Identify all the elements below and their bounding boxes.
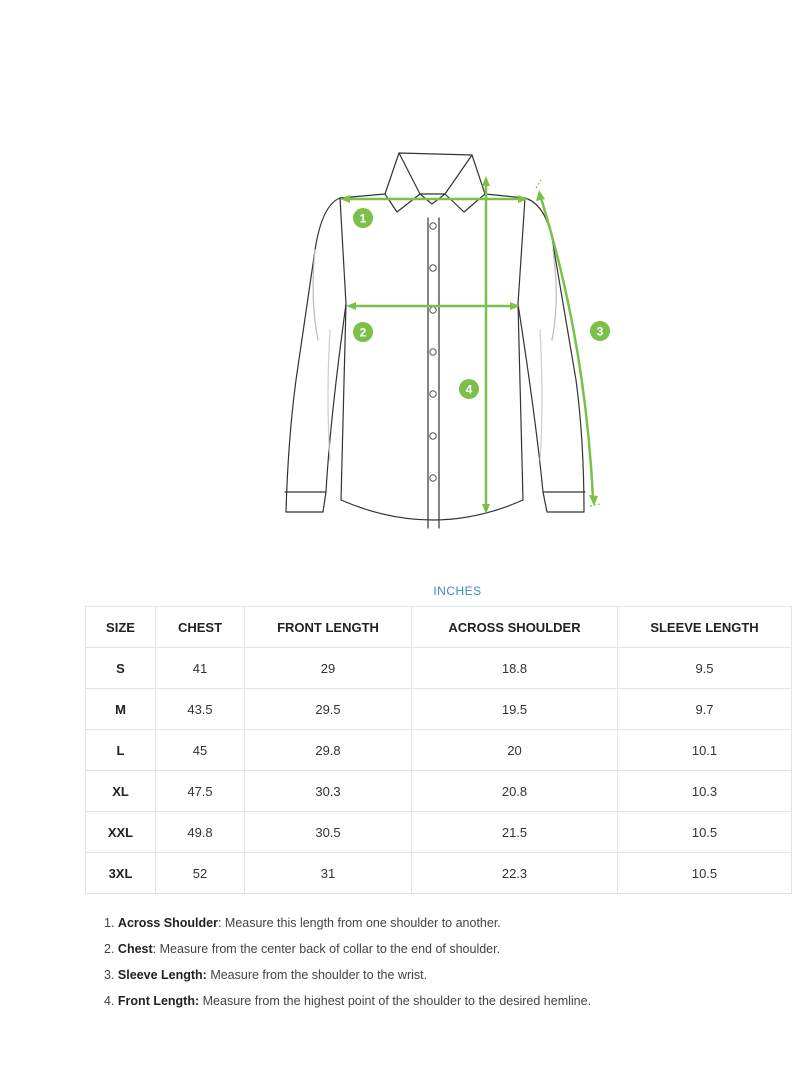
size-chart-table [85,606,792,894]
across-shoulder-cell: 20.8 [412,771,618,812]
marker-2 [353,322,373,342]
header-chest: CHEST [156,607,245,648]
note-text: Measure this length from one shoulder to another. [221,916,501,930]
marker-4 [459,379,479,399]
right-sleeve-fold [552,250,556,340]
table-row [86,730,792,771]
button-icon [430,433,436,439]
note-number: 4. [104,994,115,1008]
marker-2-label: 2 [359,325,367,340]
chest-cell: 45 [156,730,245,771]
across-shoulder-cell: 20 [412,730,618,771]
button-icon [430,307,436,313]
button-icon [430,349,436,355]
sleeve-length-cell: 9.5 [618,648,792,689]
button-icon [430,475,436,481]
button-icon [430,223,436,229]
chest-cell: 52 [156,853,245,894]
note-front-length [104,990,591,1016]
measure-line-sleeve-length [541,198,593,498]
header-across-shoulder: ACROSS SHOULDER [412,607,618,648]
front-length-cell: 31 [245,853,412,894]
table-row [86,771,792,812]
note-term: Across Shoulder [117,916,218,930]
chest-cell: 49.8 [156,812,245,853]
sleeve-length-cell: 10.3 [618,771,792,812]
left-sleeve-fold [313,250,318,340]
across-shoulder-cell: 21.5 [412,812,618,853]
note-text: Measure from the highest point of the shoulder to the desired hemline. [199,994,592,1008]
sleeve-length-cell: 10.1 [618,730,792,771]
table-row [86,689,792,730]
shirt-buttons [430,223,436,481]
front-length-cell: 29.5 [245,689,412,730]
table-header-row [86,607,792,648]
note-number: 1. [104,916,115,930]
note-term: Front Length: [117,994,200,1008]
button-icon [430,391,436,397]
shirt-body-outline [340,194,525,520]
marker-4-label: 4 [465,382,473,397]
chest-cell: 47.5 [156,771,245,812]
marker-3-label: 3 [596,324,604,339]
table-row [86,853,792,894]
note-chest [104,938,591,964]
marker-3 [590,321,610,341]
shirt-icon [285,153,585,528]
marker-1-label: 1 [359,211,367,226]
unit-label: INCHES [433,584,482,598]
chest-cell: 41 [156,648,245,689]
across-shoulder-cell: 18.8 [412,648,618,689]
header-size: SIZE [86,607,156,648]
note-separator: : [217,916,222,930]
note-term: Sleeve Length: [117,968,207,982]
size-cell: 3XL [86,853,156,894]
across-shoulder-cell: 19.5 [412,689,618,730]
sleeve-length-cell: 10.5 [618,812,792,853]
collar-inner [399,153,472,204]
note-sleeve-length [104,964,591,990]
note-number: 2. [104,942,115,956]
sleeve-length-cell: 10.5 [618,853,792,894]
front-length-cell: 30.3 [245,771,412,812]
size-cell: L [86,730,156,771]
table-row [86,812,792,853]
left-sleeve [286,198,346,512]
header-sleeve-length: SLEEVE LENGTH [618,607,792,648]
note-term: Chest [117,942,153,956]
size-cell: M [86,689,156,730]
table-row [86,648,792,689]
note-separator: : [152,942,157,956]
note-text: Measure from the center back of collar to the end of shoulder. [156,942,501,956]
header-front-length: FRONT LENGTH [245,607,412,648]
note-across-shoulder [104,912,591,938]
button-icon [430,265,436,271]
note-number: 3. [104,968,115,982]
size-cell: XL [86,771,156,812]
front-length-cell: 30.5 [245,812,412,853]
measurement-notes [104,912,591,1016]
collar-outline [385,153,485,212]
size-cell: XXL [86,812,156,853]
marker-1 [353,208,373,228]
front-length-cell: 29 [245,648,412,689]
size-cell: S [86,648,156,689]
across-shoulder-cell: 22.3 [412,853,618,894]
sleeve-length-cell: 9.7 [618,689,792,730]
chest-cell: 43.5 [156,689,245,730]
note-text: Measure from the shoulder to the wrist. [206,968,428,982]
front-length-cell: 29.8 [245,730,412,771]
right-sleeve [518,198,584,512]
